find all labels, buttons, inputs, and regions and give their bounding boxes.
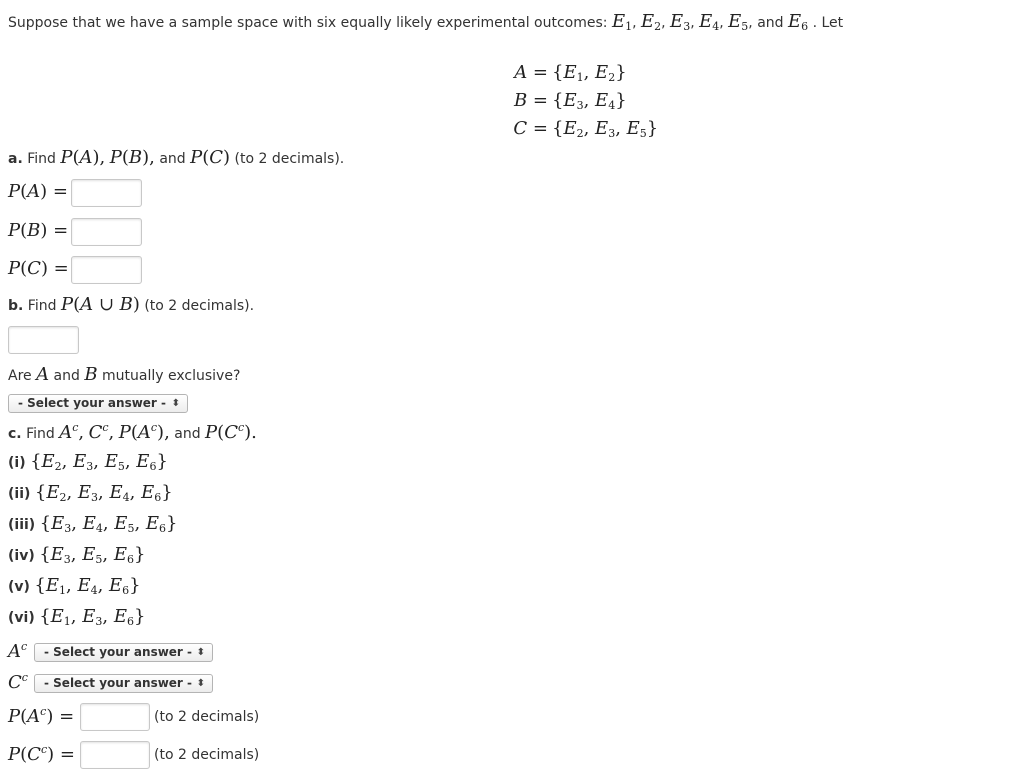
outcome-symbol: $E_4$ xyxy=(699,11,720,33)
part-b-note: (to 2 decimals). xyxy=(144,298,255,314)
select-arrow-icon: ⬍ xyxy=(196,678,205,689)
part-c-prompt: c. Find $A^c$, $C^c$, $P(A^c)$, and $P(C^c)$. xyxy=(8,421,257,443)
option-item xyxy=(8,513,177,535)
set-definition-a: A = xyxy=(514,62,548,83)
set-elements-c: {$E_2$, $E_3$, $E_5$} xyxy=(552,118,659,140)
outcome-symbol: $E_1$ xyxy=(611,11,633,33)
c-complement-select[interactable]: - Select your answer - ⬍ xyxy=(34,674,213,693)
p-a-union-b-input[interactable] xyxy=(8,326,79,354)
option-set: {$E_2$, $E_3$, $E_4$, $E_6$} xyxy=(34,482,173,504)
option-set: {$E_3$, $E_5$, $E_6$} xyxy=(39,544,146,566)
set-definition-c: C = xyxy=(513,118,548,139)
p-b-label: P(B) = xyxy=(8,220,69,241)
part-a-find: Find xyxy=(27,151,56,167)
p-c-complement-label: $P(C^c)$ = xyxy=(8,743,75,765)
p-a-complement-label: $P(A^c)$ = xyxy=(8,705,75,727)
mutual-question: Are A and B mutually exclusive? xyxy=(8,364,241,385)
p-c-complement-note: (to 2 decimals) xyxy=(154,747,260,763)
mutual-exclusive-select[interactable]: - Select your answer - ⬍ xyxy=(8,394,188,413)
option-item xyxy=(8,451,168,473)
set-elements-a: {$E_1$, $E_2$} xyxy=(552,62,627,84)
option-label: (iv) xyxy=(8,548,35,564)
outcome-symbol: $E_2$ xyxy=(641,11,662,33)
a-complement-select[interactable]: - Select your answer - ⬍ xyxy=(34,643,213,662)
p-c-label: P(C) = xyxy=(8,258,69,279)
outcome-symbol: $E_5$ xyxy=(728,11,749,33)
option-label: (iii) xyxy=(8,517,36,533)
part-a-prompt: a. Find P(A), P(B), and P(C) (to 2 decimals). xyxy=(8,147,345,168)
p-c-input[interactable] xyxy=(71,256,142,284)
intro-text: Suppose that we have a sample space with six equally likely experimental outcomes: xyxy=(8,15,608,31)
p-a-complement-note: (to 2 decimals) xyxy=(154,709,260,725)
part-c-label: c. xyxy=(8,426,22,442)
option-label: (i) xyxy=(8,455,26,471)
select-arrow-icon: ⬍ xyxy=(196,647,205,658)
part-a-note: (to 2 decimals). xyxy=(234,151,345,167)
part-a-label: a. xyxy=(8,151,23,167)
outcome-list: $E_1$, $E_2$, $E_3$, $E_4$, $E_5$, and $E_6$ xyxy=(611,11,809,33)
outcome-symbol: $E_3$ xyxy=(670,11,691,33)
option-item xyxy=(8,544,145,566)
set-definition-b: B = xyxy=(513,90,548,111)
intro-and: and xyxy=(757,15,784,31)
part-b-label: b. xyxy=(8,298,24,314)
option-label: (ii) xyxy=(8,486,31,502)
option-set: {$E_1$, $E_3$, $E_6$} xyxy=(39,606,146,628)
select-arrow-icon: ⬍ xyxy=(171,398,180,409)
outcome-symbol: $E_6$ xyxy=(787,11,809,33)
option-set: {$E_3$, $E_4$, $E_5$, $E_6$} xyxy=(39,513,178,535)
option-item xyxy=(8,606,145,628)
set-elements-b: {$E_3$, $E_4$} xyxy=(552,90,627,112)
c-complement-label: $C^c$ xyxy=(8,671,28,693)
part-b-prompt: b. Find P(A ∪ B) (to 2 decimals). xyxy=(8,294,255,315)
option-label: (v) xyxy=(8,579,30,595)
p-b-input[interactable] xyxy=(71,218,142,246)
option-item xyxy=(8,575,141,597)
option-item xyxy=(8,482,173,504)
p-a-label: P(A) = xyxy=(8,181,68,202)
intro-let: . Let xyxy=(812,15,844,31)
p-a-input[interactable] xyxy=(71,179,142,207)
p-c-complement-input[interactable] xyxy=(80,741,150,769)
intro-line xyxy=(8,11,843,33)
a-complement-label: $A^c$ xyxy=(8,640,28,662)
option-set: {$E_1$, $E_4$, $E_6$} xyxy=(34,575,141,597)
option-label: (vi) xyxy=(8,610,35,626)
p-a-complement-input[interactable] xyxy=(80,703,150,731)
option-set: {$E_2$, $E_3$, $E_5$, $E_6$} xyxy=(30,451,168,473)
